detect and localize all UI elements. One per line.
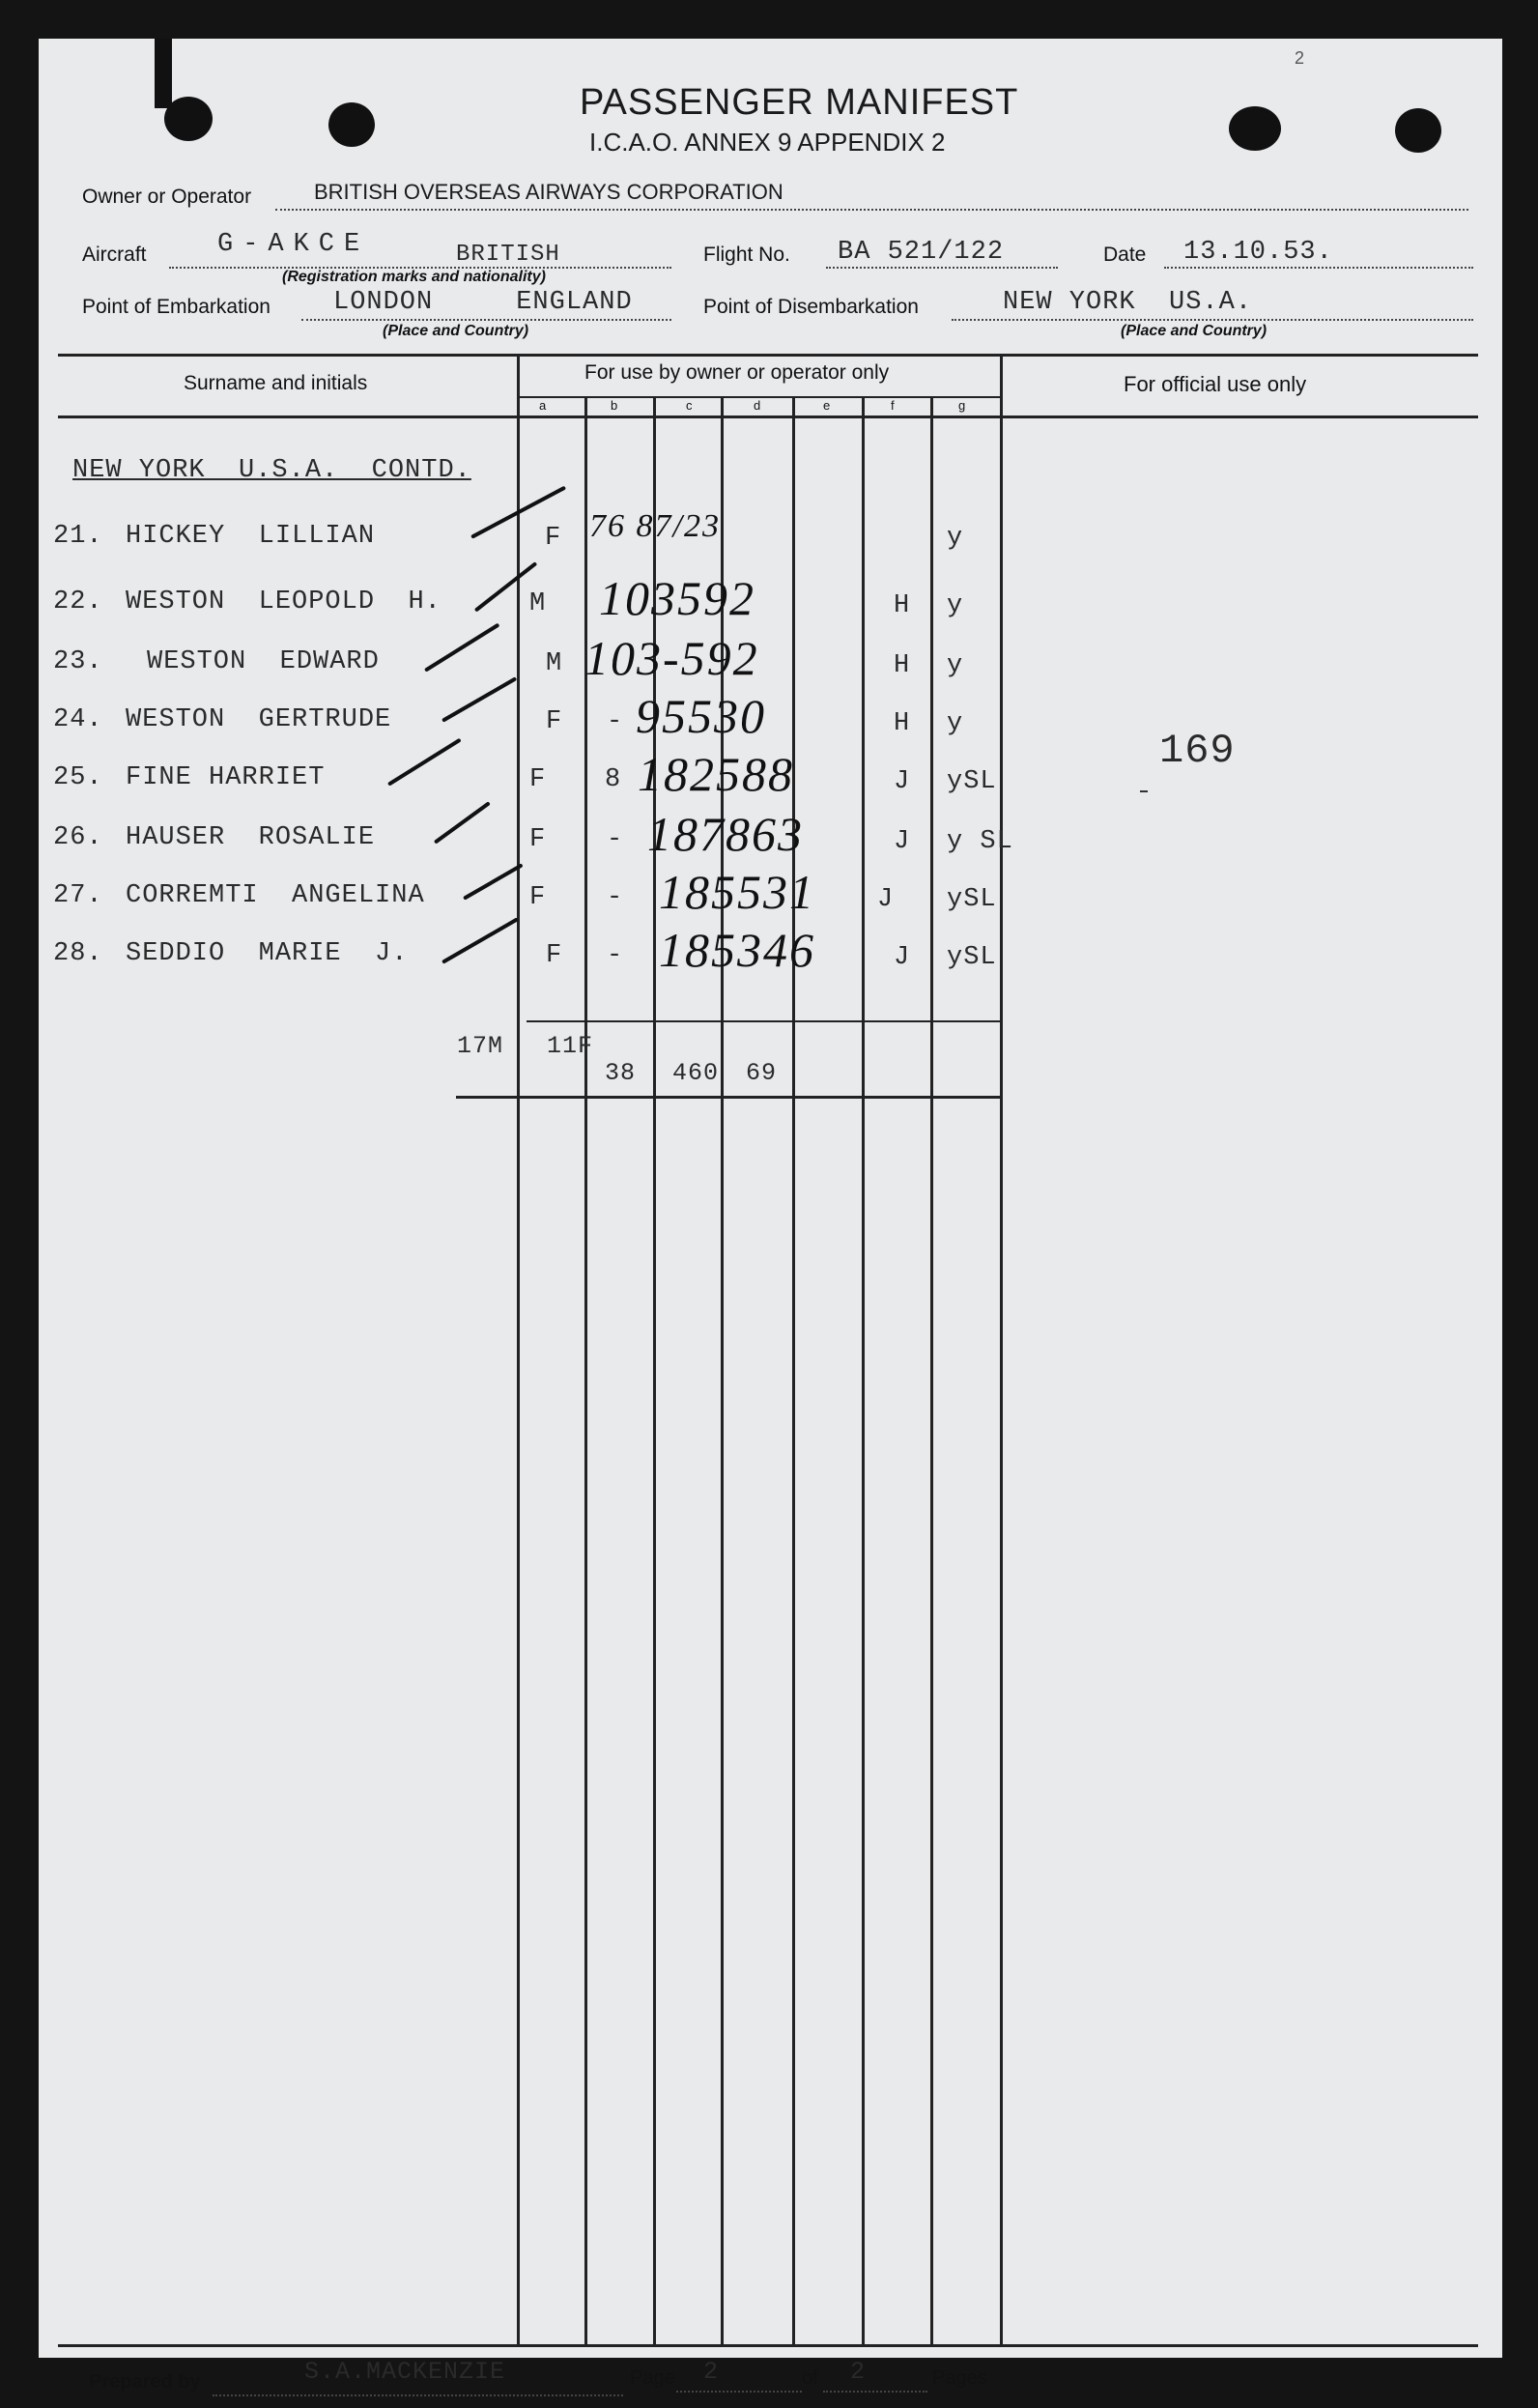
row-28-num: 28. bbox=[53, 939, 103, 968]
total-female: 11F bbox=[547, 1032, 594, 1060]
col-divider-a bbox=[584, 396, 587, 2344]
row-23-col-f: H bbox=[894, 651, 911, 680]
row-26-num: 26. bbox=[53, 823, 103, 852]
of-value: 2 bbox=[850, 2358, 867, 2386]
table-top-rule bbox=[58, 354, 1478, 357]
embark-value: LONDON ENGLAND bbox=[333, 288, 633, 317]
row-28-col-g: ySL bbox=[947, 943, 997, 972]
row-21-num: 21. bbox=[53, 522, 103, 551]
flight-underline bbox=[826, 267, 1058, 269]
subcol-a: a bbox=[539, 398, 547, 413]
row-25-col-b: 8 bbox=[605, 765, 622, 794]
row-21-col-a: F bbox=[545, 524, 562, 553]
row-27-num: 27. bbox=[53, 881, 103, 910]
manifest-subtitle: I.C.A.O. ANNEX 9 APPENDIX 2 bbox=[589, 128, 946, 157]
disembark-value: NEW YORK US.A. bbox=[1003, 288, 1253, 317]
row-26-col-a: F bbox=[529, 825, 547, 854]
check-slash bbox=[434, 801, 491, 844]
row-24-col-b: - bbox=[607, 707, 624, 736]
row-28-name: SEDDIO MARIE J. bbox=[126, 939, 409, 968]
disembark-underline bbox=[952, 319, 1473, 321]
row-24-name: WESTON GERTRUDE bbox=[126, 705, 392, 734]
row-24-col-c: 95530 bbox=[636, 689, 766, 743]
row-26-col-f: J bbox=[894, 827, 911, 856]
col-owner-header: For use by owner or operator only bbox=[584, 361, 890, 384]
row-28-col-b: - bbox=[607, 941, 624, 970]
row-23-col-a: M bbox=[546, 649, 563, 678]
of-label: of bbox=[802, 2367, 818, 2389]
row-25-col-c: 182588 bbox=[638, 747, 794, 801]
table-header-rule bbox=[58, 416, 1478, 418]
embark-label: Point of Embarkation bbox=[82, 296, 271, 318]
page-label: Page bbox=[630, 2367, 675, 2389]
date-label: Date bbox=[1103, 244, 1147, 266]
row-22-col-a: M bbox=[529, 589, 547, 618]
tape-mark bbox=[155, 39, 172, 108]
section-heading: NEW YORK U.S.A. CONTD. bbox=[72, 456, 471, 485]
page-underline bbox=[676, 2391, 802, 2393]
row-24-col-g: y bbox=[947, 709, 964, 738]
row-26-name: HAUSER ROSALIE bbox=[126, 823, 376, 852]
official-number-dash bbox=[1140, 790, 1148, 792]
aircraft-value: G-AKCE bbox=[217, 230, 370, 259]
row-24-col-a: F bbox=[546, 707, 563, 736]
row-28-col-f: J bbox=[894, 943, 911, 972]
pages-label: Pages bbox=[932, 2367, 987, 2389]
owner-underline bbox=[275, 209, 1468, 211]
of-underline bbox=[823, 2391, 927, 2393]
date-value: 13.10.53. bbox=[1183, 238, 1333, 267]
official-number: 169 bbox=[1159, 728, 1236, 774]
row-25-col-f: J bbox=[894, 767, 911, 796]
flight-value: BA 521/122 bbox=[838, 238, 1005, 267]
registration-note: (Registration marks and nationality) bbox=[282, 269, 546, 285]
row-26-col-c: 187863 bbox=[647, 807, 804, 861]
row-23-name: WESTON EDWARD bbox=[147, 647, 380, 676]
row-25-col-g: ySL bbox=[947, 767, 997, 796]
subcol-f: f bbox=[891, 398, 895, 413]
row-28-col-c: 185346 bbox=[659, 923, 815, 977]
subcol-g: g bbox=[958, 398, 966, 413]
corner-mark: 2 bbox=[1295, 48, 1305, 68]
row-27-name: CORREMTI ANGELINA bbox=[126, 881, 425, 910]
check-slash bbox=[441, 917, 519, 963]
subcol-e: e bbox=[823, 398, 831, 413]
prepared-value: S.A.MACKENZIE bbox=[304, 2358, 506, 2386]
row-24-col-f: H bbox=[894, 709, 911, 738]
total-col-b: 38 bbox=[605, 1059, 637, 1087]
row-25-num: 25. bbox=[53, 763, 103, 792]
date-underline bbox=[1164, 267, 1473, 269]
row-27-col-f: J bbox=[877, 885, 895, 914]
row-26-col-b: - bbox=[607, 825, 624, 854]
check-slash bbox=[474, 561, 538, 612]
check-slash bbox=[441, 676, 517, 722]
col-divider-d bbox=[792, 396, 795, 2344]
row-27-col-g: ySL bbox=[947, 885, 997, 914]
row-21-col-b: 76 87/23 bbox=[589, 508, 721, 544]
col-divider-e bbox=[862, 396, 865, 2344]
embark-underline bbox=[301, 319, 671, 321]
manifest-sheet bbox=[39, 39, 1502, 2393]
row-25-name: FINE HARRIET bbox=[126, 763, 326, 792]
row-28-col-a: F bbox=[546, 941, 563, 970]
punch-hole bbox=[1395, 108, 1441, 153]
check-slash bbox=[424, 623, 499, 673]
col-divider-surname bbox=[517, 354, 520, 2344]
row-22-num: 22. bbox=[53, 588, 103, 616]
row-21-col-g: y bbox=[947, 524, 964, 553]
table-bottom-rule bbox=[58, 2344, 1478, 2347]
row-27-col-a: F bbox=[529, 883, 547, 912]
punch-hole bbox=[328, 102, 375, 147]
total-col-d: 69 bbox=[746, 1059, 778, 1087]
row-21-name: HICKEY LILLIAN bbox=[126, 522, 376, 551]
punch-hole bbox=[1229, 106, 1281, 151]
row-24-num: 24. bbox=[53, 705, 103, 734]
subcol-b: b bbox=[611, 398, 618, 413]
col-divider-official bbox=[1000, 354, 1003, 2344]
check-slash bbox=[463, 863, 524, 900]
total-male: 17M bbox=[457, 1032, 504, 1060]
row-22-name: WESTON LEOPOLD H. bbox=[126, 588, 441, 616]
page-value: 2 bbox=[703, 2358, 720, 2386]
row-23-col-g: y bbox=[947, 651, 964, 680]
row-22-col-f: H bbox=[894, 591, 911, 620]
manifest-title: PASSENGER MANIFEST bbox=[580, 82, 1019, 123]
owner-value: BRITISH OVERSEAS AIRWAYS CORPORATION bbox=[314, 180, 783, 204]
aircraft-label: Aircraft bbox=[82, 244, 147, 266]
subcol-c: c bbox=[686, 398, 693, 413]
row-27-col-b: - bbox=[607, 883, 624, 912]
row-23-num: 23. bbox=[53, 647, 103, 676]
col-official-header: For official use only bbox=[1124, 372, 1307, 396]
col-divider-f bbox=[930, 396, 933, 2344]
row-22-col-g: y bbox=[947, 591, 964, 620]
owner-label: Owner or Operator bbox=[82, 186, 252, 208]
subcol-d: d bbox=[754, 398, 761, 413]
row-27-col-c: 185531 bbox=[659, 865, 815, 919]
prepared-underline bbox=[213, 2394, 623, 2396]
nationality-value: BRITISH bbox=[456, 242, 560, 268]
disembark-label: Point of Disembarkation bbox=[703, 296, 919, 318]
disembark-note: (Place and Country) bbox=[1121, 323, 1267, 339]
row-23-col-b: 103-592 bbox=[584, 631, 759, 685]
check-slash bbox=[387, 738, 462, 787]
totals-bottom-rule bbox=[456, 1096, 1000, 1099]
prepared-label: Prepared by bbox=[89, 2371, 201, 2393]
totals-top-rule bbox=[527, 1020, 1000, 1022]
embark-note: (Place and Country) bbox=[383, 323, 529, 339]
flight-label: Flight No. bbox=[703, 244, 790, 266]
row-26-col-g: y SL bbox=[947, 827, 1013, 856]
row-22-col-b: 103592 bbox=[599, 571, 755, 625]
col-surname-header: Surname and initials bbox=[184, 372, 368, 394]
total-col-c: 460 bbox=[672, 1059, 720, 1087]
row-25-col-a: F bbox=[529, 765, 547, 794]
